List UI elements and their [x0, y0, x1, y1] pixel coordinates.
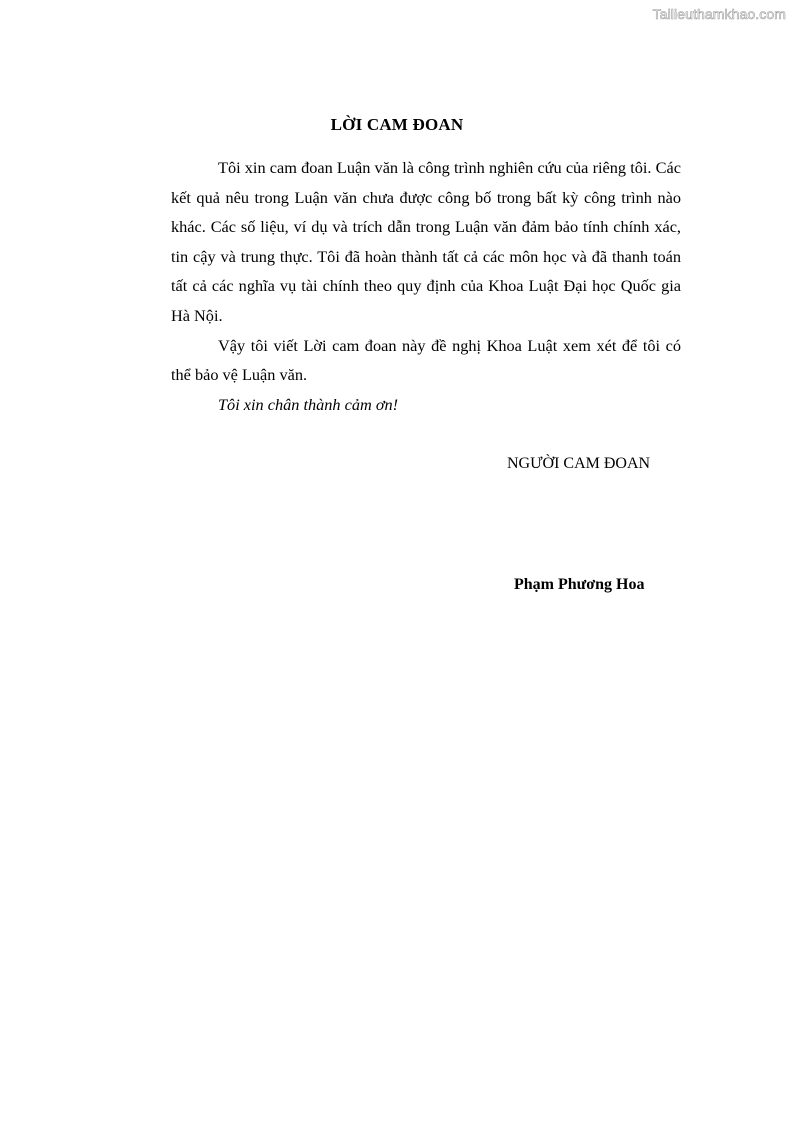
paragraph-request: Vậy tôi viết Lời cam đoan này đề nghị Khoa Luật xem xét để tôi có thể bảo vệ Luận văn. — [171, 335, 681, 385]
page-title: LỜI CAM ĐOAN — [330, 115, 464, 134]
paragraph-closing: Tôi xin chân thành cảm ơn! — [218, 394, 399, 414]
watermark-text: Tailieuthamkhao.com — [652, 6, 786, 22]
document-body — [171, 153, 681, 419]
paragraph-declaration: Tôi xin cam đoan Luận văn là công trình nghiên cứu của riêng tôi. Các kết quả nêu trong Luận văn chưa được công bố trong bất kỳ công trình nào khác. Các số liệu, ví dụ và trích dẫn trong Luận văn đảm bảo tính chính xác, tin cậy và trung thực. Tôi đã hoàn thành tất cả các môn học và đã thanh toán tất cả các nghĩa vụ tài chính theo quy định của Khoa Luật Đại học Quốc gia Hà Nội. — [171, 158, 681, 325]
signer-role: NGƯỜI CAM ĐOAN — [507, 455, 651, 472]
signer-name: Phạm Phương Hoa — [514, 576, 645, 593]
